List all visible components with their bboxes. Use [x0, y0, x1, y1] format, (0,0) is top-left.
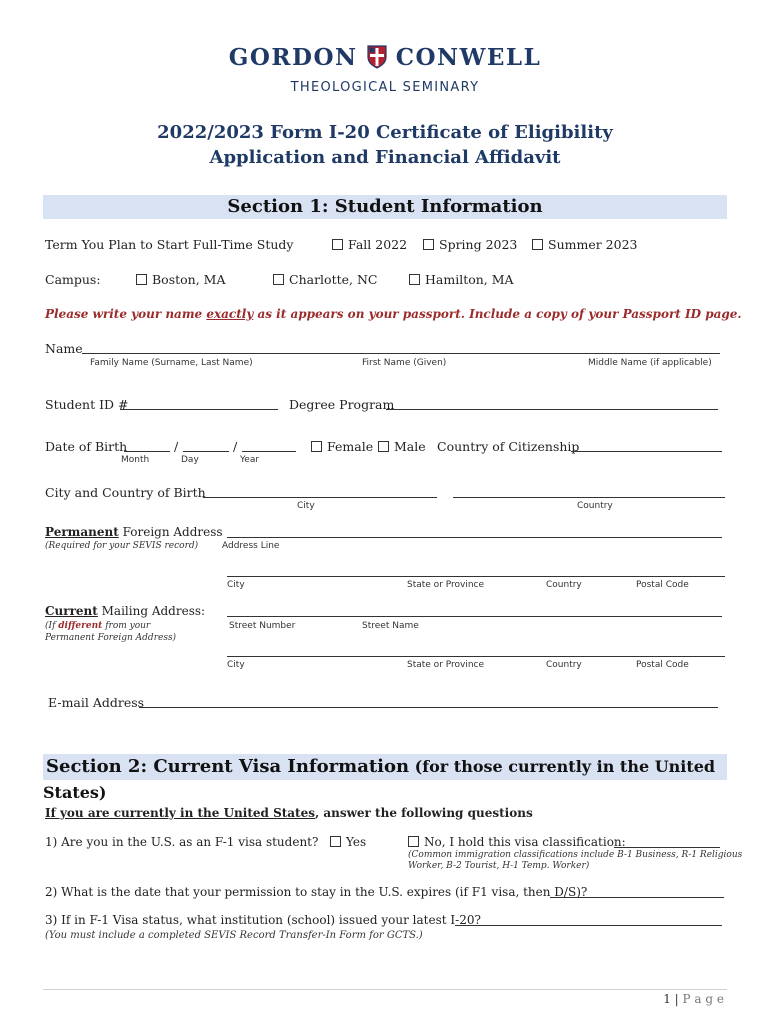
gender-female-option[interactable] [311, 439, 373, 454]
gender-male-option[interactable] [378, 439, 426, 454]
q3-text: 3) If in F-1 Visa status, what institution (school) issued your latest I-20? [45, 913, 481, 927]
page-number: 1 [663, 992, 671, 1006]
term-option-fall[interactable] [332, 237, 407, 252]
birth-place-label: City and Country of Birth [45, 485, 206, 500]
permanent-address-note: (Required for your SEVIS record) [45, 541, 199, 551]
section2-heading-bold: Section 2: Current Visa Information [46, 756, 410, 777]
q1-yes-option[interactable] [330, 835, 366, 849]
permanent-label-emph: Permanent [45, 525, 119, 539]
section2-heading [43, 754, 727, 802]
current-city-row-field[interactable] [227, 656, 725, 657]
form-title-line2: Application and Financial Affidavit [209, 147, 561, 168]
checkbox-summer[interactable] [532, 239, 543, 250]
checkbox-male[interactable] [378, 441, 389, 452]
dob-sep-1: / [174, 439, 179, 454]
citizenship-field[interactable] [571, 451, 722, 452]
current-state-caption: State or Province [407, 660, 485, 670]
citizenship-label: Country of Citizenship [437, 439, 580, 454]
gender-female-label: Female [327, 439, 374, 454]
dob-year-field[interactable] [242, 451, 296, 452]
current-postal-caption: Postal Code [636, 660, 689, 670]
campus-option-charlotte-label: Charlotte, NC [289, 272, 378, 287]
term-label: Term You Plan to Start Full-Time Study [45, 237, 294, 252]
q1-no-label: No, I hold this visa classification: [424, 835, 626, 849]
degree-label: Degree Program [289, 397, 395, 412]
dob-day-field[interactable] [183, 451, 229, 452]
permanent-country-caption: Country [546, 580, 582, 590]
campus-option-boston[interactable] [136, 272, 226, 287]
current-note-emph: different [58, 621, 103, 631]
name-field[interactable] [82, 353, 720, 354]
current-address-label [45, 604, 205, 618]
current-address-note-line2: Permanent Foreign Address) [45, 633, 177, 643]
current-note-pre: (If [45, 621, 59, 631]
q3-note: (You must include a completed SEVIS Record Transfer-In Form for GCTS.) [45, 930, 423, 941]
checkbox-boston[interactable] [136, 274, 147, 285]
section2-intro [45, 806, 533, 820]
logo-name-left: GORDON [228, 44, 358, 71]
current-street-number-caption: Street Number [229, 621, 296, 631]
term-option-summer-label: Summer 2023 [548, 237, 638, 252]
page-label: P a g e [682, 992, 724, 1006]
permanent-address-line-caption: Address Line [222, 541, 280, 551]
permanent-postal-caption: Postal Code [636, 580, 689, 590]
name-label: Name [45, 341, 83, 356]
student-id-field[interactable] [120, 409, 278, 410]
q2-date-field[interactable] [550, 897, 724, 898]
current-street-field[interactable] [227, 616, 722, 617]
dob-day-caption: Day [181, 455, 199, 465]
first-name-caption: First Name (Given) [362, 358, 447, 368]
term-option-fall-label: Fall 2022 [348, 237, 408, 252]
section2-heading-rest: (for those currently in the United States) [43, 757, 716, 802]
q1-no-option[interactable] [408, 835, 626, 849]
seminary-logo [0, 44, 770, 73]
campus-option-boston-label: Boston, MA [152, 272, 226, 287]
section2-intro-emph: If you are currently in the United States [45, 806, 315, 820]
birth-city-field[interactable] [203, 497, 437, 498]
form-title-line1: 2022/2023 Form I-20 Certificate of Eligibility [157, 122, 613, 143]
current-street-name-caption: Street Name [362, 621, 419, 631]
section1-heading: Section 1: Student Information [43, 195, 727, 219]
permanent-city-caption: City [227, 580, 245, 590]
campus-option-charlotte[interactable] [273, 272, 377, 287]
current-city-caption: City [227, 660, 245, 670]
dob-month-caption: Month [121, 455, 150, 465]
section2-intro-rest: , answer the following questions [314, 806, 533, 820]
q1-note-line1: (Common immigration classifications include B-1 Business, R-1 Religious [408, 850, 743, 860]
logo-name-right: CONWELL [395, 44, 542, 71]
student-id-label: Student ID # [45, 397, 129, 412]
dob-month-field[interactable] [124, 451, 170, 452]
current-label-emph: Current [45, 604, 98, 618]
email-label: E-mail Address [48, 695, 145, 710]
q2-text: 2) What is the date that your permission to stay in the U.S. expires (if F1 visa, then D/S)? [45, 885, 588, 899]
term-option-spring[interactable] [423, 237, 517, 252]
birth-country-field[interactable] [453, 497, 725, 498]
page-footer [663, 992, 724, 1006]
passport-note-post: as it appears on your passport. Include a copy of your Passport ID page. [253, 307, 742, 321]
permanent-address-label [45, 525, 223, 539]
current-note-post: from your [102, 621, 151, 631]
checkbox-q1-yes[interactable] [330, 836, 341, 847]
dob-sep-2: / [233, 439, 238, 454]
checkbox-spring[interactable] [423, 239, 434, 250]
checkbox-q1-no[interactable] [408, 836, 419, 847]
birth-city-caption: City [297, 501, 315, 511]
term-option-spring-label: Spring 2023 [439, 237, 518, 252]
permanent-city-row-field[interactable] [227, 576, 725, 577]
degree-field[interactable] [386, 409, 718, 410]
campus-option-hamilton[interactable] [409, 272, 514, 287]
campus-option-hamilton-label: Hamilton, MA [425, 272, 514, 287]
campus-label: Campus: [45, 272, 101, 287]
q1-classification-field[interactable] [614, 847, 720, 848]
checkbox-female[interactable] [311, 441, 322, 452]
gender-male-label: Male [394, 439, 426, 454]
term-option-summer[interactable] [532, 237, 637, 252]
current-address-note [45, 621, 150, 631]
q1-note-line2: Worker, B-2 Tourist, H-1 Temp. Worker) [408, 861, 590, 871]
permanent-state-caption: State or Province [407, 580, 485, 590]
email-field[interactable] [139, 707, 718, 708]
q1-text: 1) Are you in the U.S. as an F-1 visa student? [45, 835, 319, 849]
q1-yes-label: Yes [346, 835, 367, 849]
permanent-label-rest: Foreign Address [118, 525, 223, 539]
passport-note [45, 307, 742, 321]
birth-country-caption: Country [577, 501, 613, 511]
current-label-rest: Mailing Address: [97, 604, 206, 618]
passport-note-pre: Please write your name [45, 307, 207, 321]
dob-year-caption: Year [240, 455, 260, 465]
family-name-caption: Family Name (Surname, Last Name) [90, 358, 253, 368]
footer-divider [43, 989, 727, 990]
permanent-address-line-field[interactable] [227, 537, 722, 538]
dob-label: Date of Birth [45, 439, 128, 454]
passport-note-emph: exactly [206, 307, 254, 321]
page-separator: | [674, 992, 679, 1006]
checkbox-charlotte[interactable] [273, 274, 284, 285]
shield-icon [367, 45, 387, 73]
current-country-caption: Country [546, 660, 582, 670]
middle-name-caption: Middle Name (if applicable) [588, 358, 712, 368]
checkbox-hamilton[interactable] [409, 274, 420, 285]
q3-institution-field[interactable] [455, 925, 722, 926]
checkbox-fall[interactable] [332, 239, 343, 250]
logo-subtitle: THEOLOGICAL SEMINARY [290, 80, 480, 95]
